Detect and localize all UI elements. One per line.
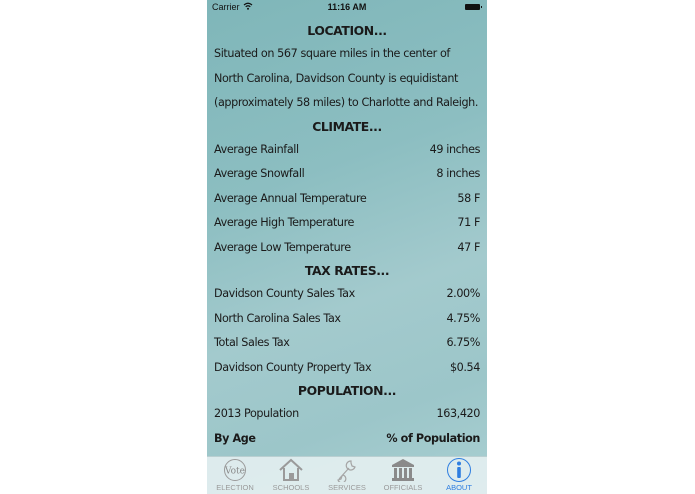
row-label: Average Rainfall [214, 142, 299, 156]
row-label: North Carolina Sales Tax [214, 311, 341, 325]
population-title: POPULATION... [297, 383, 397, 398]
row-label: Average Snowfall [214, 167, 305, 180]
climate-row [214, 187, 480, 212]
row-value: $0.54 [449, 360, 480, 374]
row-label: Davidson County Property Tax [214, 360, 372, 374]
vote-icon [222, 458, 248, 482]
status-bar [207, 0, 487, 15]
about-content [214, 20, 480, 451]
tax-row [214, 282, 480, 307]
tax-row [214, 331, 480, 356]
climate-row [214, 211, 480, 236]
row-value: 47 F [457, 240, 480, 254]
row-value: % of Population [386, 431, 480, 445]
info-icon [446, 458, 472, 482]
row-label: Total Sales Tax [214, 336, 290, 349]
row-value: 71 F [457, 216, 480, 229]
government-building-icon [390, 458, 416, 482]
tab-label: SERVICES [328, 483, 366, 492]
climate-row [214, 236, 480, 261]
battery-icon [465, 4, 480, 10]
tab-officials[interactable] [375, 457, 431, 494]
row-label: Average Low Temperature [214, 240, 351, 254]
row-value: 8 inches [436, 167, 480, 180]
status-time: 11:16 AM [327, 2, 367, 12]
row-value: 4.75% [446, 311, 480, 325]
tab-label: OFFICIALS [383, 483, 423, 492]
row-label: 2013 Population [214, 407, 299, 420]
tax-row [214, 307, 480, 332]
tab-about[interactable] [431, 457, 487, 494]
row-value: 163,420 [436, 407, 480, 420]
row-label: Davidson County Sales Tax [214, 287, 355, 300]
row-label: By Age [214, 431, 256, 445]
by-age-header [214, 427, 480, 452]
svg-text:Vote: Vote [224, 466, 246, 477]
tab-label: ABOUT [446, 483, 472, 492]
house-icon [278, 458, 304, 482]
phone-screen [207, 0, 487, 494]
location-title: LOCATION... [307, 23, 387, 38]
tab-label: ELECTION [216, 483, 254, 492]
carrier-label: Carrier [212, 2, 240, 12]
tab-label: SCHOOLS [272, 483, 310, 492]
climate-row [214, 162, 480, 187]
climate-title: CLIMATE... [312, 118, 382, 134]
tab-bar [207, 456, 487, 494]
location-text: Situated on 567 square miles in the center of North Carolina, Davidson County is equidistant (approximately 58 miles) to Charlotte and Raleigh. [214, 47, 478, 109]
row-value: 58 F [457, 191, 480, 205]
row-label: Average High Temperature [214, 216, 355, 229]
row-value: 6.75% [446, 336, 480, 349]
wrench-icon [334, 458, 360, 482]
tax-rates-title: TAX RATES... [304, 263, 390, 278]
tax-row [214, 356, 480, 381]
climate-row [214, 138, 480, 163]
row-value: 49 inches [429, 142, 480, 156]
row-value: 2.00% [446, 287, 480, 300]
population-row [214, 402, 480, 427]
tab-schools[interactable] [263, 457, 319, 494]
tab-election[interactable] [207, 457, 263, 494]
tab-services[interactable] [319, 457, 375, 494]
row-label: Average Annual Temperature [214, 191, 367, 205]
